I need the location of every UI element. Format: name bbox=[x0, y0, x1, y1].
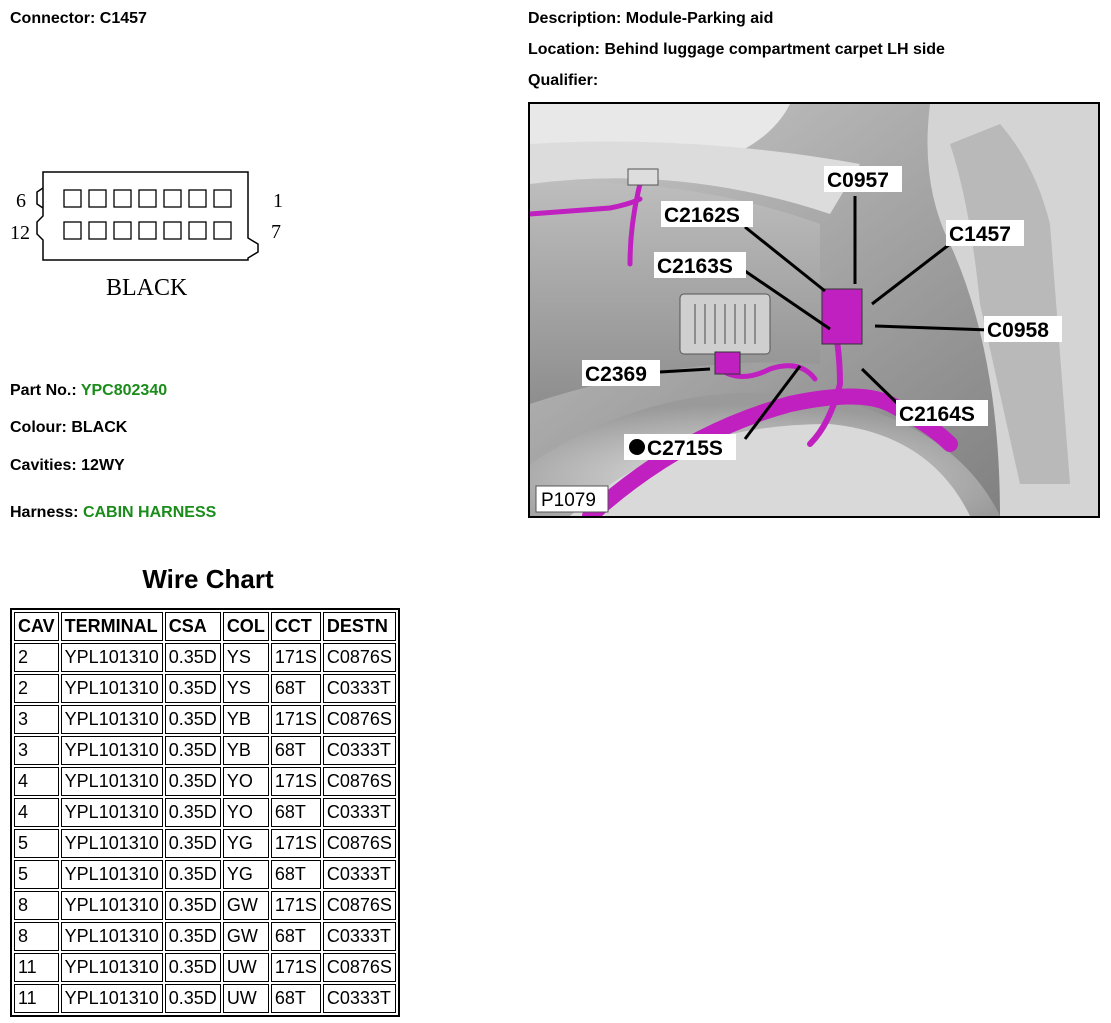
cell-cav: 11 bbox=[14, 953, 59, 982]
cell-col: GW bbox=[223, 922, 269, 951]
part-number-label: Part No.: bbox=[10, 382, 77, 399]
cell-col: YO bbox=[223, 798, 269, 827]
photo-reference: P1079 bbox=[541, 490, 596, 511]
header-cct: CCT bbox=[271, 612, 321, 641]
wire-chart-header-row bbox=[14, 612, 396, 641]
callout-c2163s: C2163S bbox=[657, 255, 733, 278]
callout-c2164s: C2164S bbox=[899, 403, 975, 426]
connector-pinout-diagram bbox=[6, 160, 296, 310]
cell-col: YB bbox=[223, 736, 269, 765]
cell-csa: 0.35D bbox=[165, 798, 221, 827]
callout-c0958: C0958 bbox=[987, 319, 1049, 342]
cell-cct: 171S bbox=[271, 829, 321, 858]
cell-destn: C0333T bbox=[323, 860, 396, 889]
connector-value: C1457 bbox=[99, 10, 147, 27]
cell-terminal: YPL101310 bbox=[61, 922, 163, 951]
cell-terminal: YPL101310 bbox=[61, 767, 163, 796]
callout-c0957: C0957 bbox=[827, 169, 889, 192]
harness-link[interactable]: CABIN HARNESS bbox=[82, 504, 217, 521]
cell-col: YO bbox=[223, 767, 269, 796]
cell-destn: C0876S bbox=[323, 953, 396, 982]
cell-col: YG bbox=[223, 829, 269, 858]
cell-cct: 68T bbox=[271, 736, 321, 765]
cell-cct: 68T bbox=[271, 674, 321, 703]
cell-terminal: YPL101310 bbox=[61, 798, 163, 827]
cell-cct: 171S bbox=[271, 705, 321, 734]
cell-terminal: YPL101310 bbox=[61, 705, 163, 734]
cell-csa: 0.35D bbox=[165, 674, 221, 703]
cell-destn: C0333T bbox=[323, 674, 396, 703]
cell-cct: 171S bbox=[271, 643, 321, 672]
cell-cav: 5 bbox=[14, 860, 59, 889]
colour-value: BLACK bbox=[71, 419, 128, 436]
cell-col: GW bbox=[223, 891, 269, 920]
callout-c2162s: C2162S bbox=[664, 204, 740, 227]
pin-number-12: 12 bbox=[10, 222, 30, 244]
cell-destn: C0876S bbox=[323, 829, 396, 858]
cell-destn: C0333T bbox=[323, 798, 396, 827]
location-label: Location: bbox=[528, 41, 600, 58]
wire-chart-body bbox=[14, 643, 396, 1013]
wire-chart-row bbox=[14, 798, 396, 827]
cell-cav: 4 bbox=[14, 767, 59, 796]
wire-chart-table bbox=[10, 608, 400, 1017]
cell-cav: 3 bbox=[14, 705, 59, 734]
cell-csa: 0.35D bbox=[165, 705, 221, 734]
cell-cct: 68T bbox=[271, 984, 321, 1013]
wire-chart-row bbox=[14, 829, 396, 858]
cell-col: YS bbox=[223, 643, 269, 672]
connector-location-photo bbox=[528, 102, 1100, 518]
description-label: Description: bbox=[528, 10, 622, 27]
cell-col: UW bbox=[223, 984, 269, 1013]
part-number-link[interactable]: YPC802340 bbox=[80, 382, 168, 399]
header-csa: CSA bbox=[165, 612, 221, 641]
cavities-value: 12WY bbox=[81, 457, 125, 474]
cell-cav: 3 bbox=[14, 736, 59, 765]
cell-cct: 68T bbox=[271, 860, 321, 889]
cell-terminal: YPL101310 bbox=[61, 736, 163, 765]
cell-terminal: YPL101310 bbox=[61, 984, 163, 1013]
cell-destn: C0876S bbox=[323, 891, 396, 920]
cell-terminal: YPL101310 bbox=[61, 860, 163, 889]
colour-label: Colour: bbox=[10, 419, 67, 436]
description-value: Module-Parking aid bbox=[625, 10, 774, 27]
wire-chart-row bbox=[14, 984, 396, 1013]
wire-chart-row bbox=[14, 736, 396, 765]
cell-csa: 0.35D bbox=[165, 922, 221, 951]
callout-c2369: C2369 bbox=[585, 363, 647, 386]
wire-chart-row bbox=[14, 922, 396, 951]
header-col: COL bbox=[223, 612, 269, 641]
pin-number-1: 1 bbox=[273, 190, 283, 212]
connector-colour-text: BLACK bbox=[106, 275, 188, 301]
cell-destn: C0876S bbox=[323, 767, 396, 796]
header-cav: CAV bbox=[14, 612, 59, 641]
cell-csa: 0.35D bbox=[165, 953, 221, 982]
cell-cct: 68T bbox=[271, 798, 321, 827]
connector-info bbox=[10, 10, 147, 28]
qualifier-info bbox=[528, 72, 598, 90]
cell-destn: C0333T bbox=[323, 984, 396, 1013]
cell-destn: C0333T bbox=[323, 922, 396, 951]
cell-csa: 0.35D bbox=[165, 984, 221, 1013]
cell-csa: 0.35D bbox=[165, 736, 221, 765]
wire-chart-row bbox=[14, 953, 396, 982]
harness-label: Harness: bbox=[10, 504, 79, 521]
cell-terminal: YPL101310 bbox=[61, 829, 163, 858]
wire-chart-row bbox=[14, 643, 396, 672]
cell-cav: 8 bbox=[14, 891, 59, 920]
cell-cav: 8 bbox=[14, 922, 59, 951]
cell-terminal: YPL101310 bbox=[61, 674, 163, 703]
connector-label: Connector: bbox=[10, 10, 96, 27]
colour-info bbox=[10, 419, 127, 437]
wire-chart-row bbox=[14, 767, 396, 796]
cavities-label: Cavities: bbox=[10, 457, 77, 474]
cell-csa: 0.35D bbox=[165, 860, 221, 889]
pin-number-6: 6 bbox=[16, 190, 26, 212]
cell-cct: 171S bbox=[271, 891, 321, 920]
cell-cct: 68T bbox=[271, 922, 321, 951]
splice-dot-icon bbox=[629, 439, 645, 455]
pin-number-7: 7 bbox=[271, 221, 281, 243]
header-destn: DESTN bbox=[323, 612, 396, 641]
cell-cav: 2 bbox=[14, 674, 59, 703]
wire-chart-row bbox=[14, 674, 396, 703]
location-info bbox=[528, 41, 945, 59]
wire-chart-row bbox=[14, 705, 396, 734]
cell-col: YG bbox=[223, 860, 269, 889]
callout-c2715s: C2715S bbox=[647, 437, 723, 460]
cell-cav: 2 bbox=[14, 643, 59, 672]
cell-col: YS bbox=[223, 674, 269, 703]
callout-c1457: C1457 bbox=[949, 223, 1011, 246]
cavities-info bbox=[10, 457, 125, 475]
cell-col: YB bbox=[223, 705, 269, 734]
cell-csa: 0.35D bbox=[165, 891, 221, 920]
cell-csa: 0.35D bbox=[165, 643, 221, 672]
cell-csa: 0.35D bbox=[165, 767, 221, 796]
wire-chart-row bbox=[14, 891, 396, 920]
cell-destn: C0333T bbox=[323, 736, 396, 765]
cell-destn: C0876S bbox=[323, 705, 396, 734]
cell-terminal: YPL101310 bbox=[61, 891, 163, 920]
cell-col: UW bbox=[223, 953, 269, 982]
header-terminal: TERMINAL bbox=[61, 612, 163, 641]
part-number-info bbox=[10, 382, 167, 400]
wire-chart-row bbox=[14, 860, 396, 889]
cell-cav: 5 bbox=[14, 829, 59, 858]
cell-cav: 4 bbox=[14, 798, 59, 827]
location-value: Behind luggage compartment carpet LH side bbox=[604, 41, 945, 58]
cell-cav: 11 bbox=[14, 984, 59, 1013]
cell-cct: 171S bbox=[271, 767, 321, 796]
cell-terminal: YPL101310 bbox=[61, 643, 163, 672]
cell-csa: 0.35D bbox=[165, 829, 221, 858]
description-info bbox=[528, 10, 773, 28]
harness-info bbox=[10, 504, 216, 522]
cell-terminal: YPL101310 bbox=[61, 953, 163, 982]
cell-cct: 171S bbox=[271, 953, 321, 982]
wire-chart-title: Wire Chart bbox=[142, 564, 274, 594]
cell-destn: C0876S bbox=[323, 643, 396, 672]
qualifier-label: Qualifier: bbox=[528, 72, 599, 89]
